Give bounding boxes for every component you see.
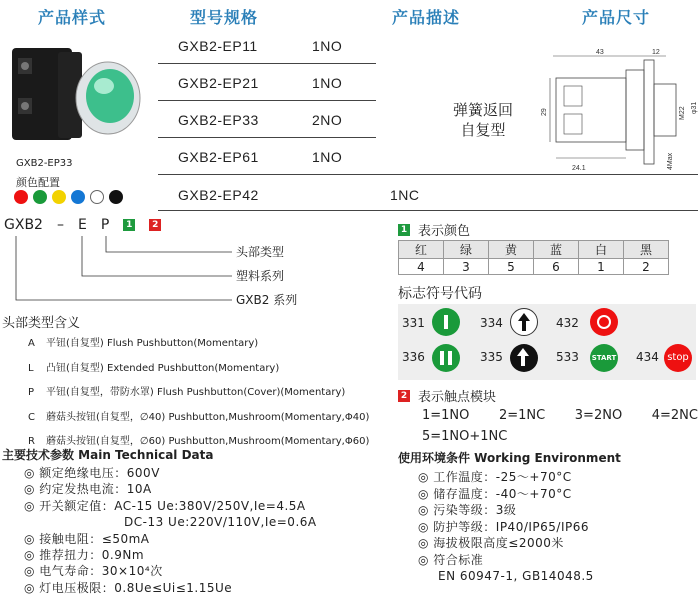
symbol-code: 432 xyxy=(556,316,579,330)
power-off-icon xyxy=(590,308,618,336)
header-description: 产品描述 xyxy=(392,8,461,27)
swatch-green xyxy=(33,190,47,204)
symbol-code: 533 xyxy=(556,350,579,364)
contacts-title: 表示触点模块 xyxy=(418,390,497,405)
color-name: 黄 xyxy=(489,241,534,259)
head-type-item: R 蘑菇头按钮(自复型，∅60) Pushbutton,Mushroom(Momentary,Φ60) xyxy=(28,436,370,447)
color-name: 绿 xyxy=(444,241,489,259)
color-code: 5 xyxy=(489,259,534,275)
model-contact: 1NO xyxy=(312,75,343,91)
pause-icon xyxy=(432,344,460,372)
colors-section-title xyxy=(398,220,470,239)
color-code: 6 xyxy=(534,259,579,275)
env-item: EN 60947-1, GB14048.5 xyxy=(438,569,594,583)
head-type-item: P 平钮(自复型，带防水罩) Flush Pushbutton(Cover)(Momentary) xyxy=(28,387,346,398)
env-item: ◎ 符合标准 xyxy=(418,552,484,567)
contact-code: 4=2NC xyxy=(651,408,698,423)
code-leader-lines xyxy=(0,236,240,312)
description-line: 自复型 xyxy=(460,121,506,139)
head-types-title: 头部类型含义 xyxy=(2,316,81,331)
symbol-code: 434 xyxy=(636,350,659,364)
code-label-head: 头部类型 xyxy=(236,245,285,259)
colors-title: 表示颜色 xyxy=(418,224,471,239)
tech-list xyxy=(24,465,317,596)
head-type-item: L 凸钮(自复型) Extended Pushbutton(Momentary) xyxy=(28,362,280,374)
code-part: P xyxy=(100,217,110,233)
symbol-code: 335 xyxy=(480,350,503,364)
code-label-gxb2: GXB2 系列 xyxy=(236,293,298,307)
dim-m22: M22 xyxy=(679,106,686,120)
dim-4max: 4Max xyxy=(667,152,674,170)
symbol-code: 336 xyxy=(402,350,425,364)
symbols-title: 标志符号代码 xyxy=(398,286,482,302)
dimension-drawing xyxy=(528,48,698,176)
head-type-item: C 蘑菇头按钮(自复型，∅40) Pushbutton,Mushroom(Momentary,Φ40) xyxy=(28,411,370,423)
env-title: 使用环境条件 Working Environment xyxy=(398,451,621,465)
product-label: GXB2-EP33 xyxy=(16,158,73,169)
color-code: 4 xyxy=(399,259,444,275)
env-item: ◎ 储存温度：-40～+70°C xyxy=(418,486,572,501)
dim-12: 12 xyxy=(652,49,660,56)
code-label-series: 塑料系列 xyxy=(236,269,285,283)
color-name: 红 xyxy=(399,241,444,259)
swatch-white xyxy=(90,190,104,204)
dim-24: 24.1 xyxy=(572,165,586,172)
code-badge-2: 2 xyxy=(149,219,161,231)
color-swatches xyxy=(14,190,123,204)
contact-code: 3=2NO xyxy=(574,408,623,423)
env-item: ◎ 工作温度：-25～+70°C xyxy=(418,470,572,484)
header-size: 产品尺寸 xyxy=(582,8,651,27)
power-on-icon xyxy=(432,308,460,336)
code-part: E xyxy=(77,217,87,233)
model-contact: 1NO xyxy=(312,38,343,54)
header-model: 型号规格 xyxy=(190,8,259,27)
model-name: GXB2-EP11 xyxy=(178,38,258,54)
tech-item: ◎ 约定发热电流：10A xyxy=(24,482,152,497)
symbol-code: 331 xyxy=(402,316,425,330)
model-name: GXB2-EP61 xyxy=(178,149,259,165)
contact-code: 1=1NO xyxy=(422,408,470,423)
dim-29: 29 xyxy=(541,108,548,116)
dim-phi31: φ31 xyxy=(691,101,698,114)
model-name: GXB2-EP42 xyxy=(178,187,259,203)
color-code: 3 xyxy=(444,259,489,275)
env-item: ◎ 防护等级：IP40/IP65/IP66 xyxy=(418,519,590,534)
swatch-black xyxy=(109,190,123,204)
code-badge-1: 1 xyxy=(123,219,135,231)
tech-item: ◎ 额定绝缘电压：600V xyxy=(24,466,160,480)
arrow-up-filled-icon xyxy=(510,344,538,372)
swatch-blue xyxy=(71,190,85,204)
start-icon: START xyxy=(590,344,618,372)
color-name: 蓝 xyxy=(534,241,579,259)
header-product-style: 产品样式 xyxy=(38,8,107,27)
tech-title: 主要技术参数 Main Technical Data xyxy=(2,448,214,462)
color-name: 黑 xyxy=(624,241,669,259)
badge-1: 1 xyxy=(398,224,410,236)
contact-code: 2=1NC xyxy=(498,408,546,423)
description xyxy=(446,100,520,140)
model-name: GXB2-EP33 xyxy=(178,112,259,128)
tech-item: ◎ 接触电阻：≤50mA xyxy=(24,531,150,546)
symbols-panel xyxy=(398,304,696,380)
tech-item: ◎ 推荐扭力：0.9Nm xyxy=(24,548,145,563)
tech-item: DC-13 Ue:220V/110V,Ie=0.6A xyxy=(124,515,317,530)
model-contact: 1NO xyxy=(312,149,343,165)
env-item: ◎ 污染等级：3级 xyxy=(418,503,517,517)
env-list xyxy=(418,469,594,585)
contact-code: 5=1NO+1NC xyxy=(422,429,508,444)
symbol-code: 334 xyxy=(480,316,503,330)
color-config-label: 颜色配置 xyxy=(16,176,60,189)
swatch-yellow xyxy=(52,190,66,204)
head-type-item: A 平钮(自复型) Flush Pushbutton(Momentary) xyxy=(28,338,259,349)
contacts-line1 xyxy=(422,408,698,423)
contacts-section-title xyxy=(398,386,496,405)
tech-item: ◎ 电气寿命：30×10⁴次 xyxy=(24,564,163,579)
tech-item: ◎ 开关额定值：AC-15 Ue:380V/250V,Ie=4.5A xyxy=(24,498,306,513)
badge-2: 2 xyxy=(398,390,410,402)
model-name: GXB2-EP21 xyxy=(178,75,259,91)
color-name: 白 xyxy=(579,241,624,259)
colors-table xyxy=(398,240,669,275)
dim-43: 43 xyxy=(596,49,604,56)
model-code xyxy=(4,217,161,233)
description-line: 弹簧返回 xyxy=(452,101,513,119)
swatch-red xyxy=(14,190,28,204)
pushbutton-image xyxy=(8,38,148,156)
tech-item: ◎ 灯电压极限：0.8Ue≤Ui≤1.15Ue xyxy=(24,580,233,595)
code-part: GXB2 xyxy=(4,217,43,233)
model-contact: 2NO xyxy=(312,112,343,128)
arrow-up-outline-icon xyxy=(510,308,538,336)
color-code: 2 xyxy=(624,259,669,275)
model-contact: 1NC xyxy=(390,187,420,203)
env-item: ◎ 海拔极限高度≤2000米 xyxy=(418,536,564,550)
code-part: – xyxy=(56,217,64,233)
color-code: 1 xyxy=(579,259,624,275)
stop-icon: stop xyxy=(664,344,692,372)
head-types-list xyxy=(28,332,369,455)
